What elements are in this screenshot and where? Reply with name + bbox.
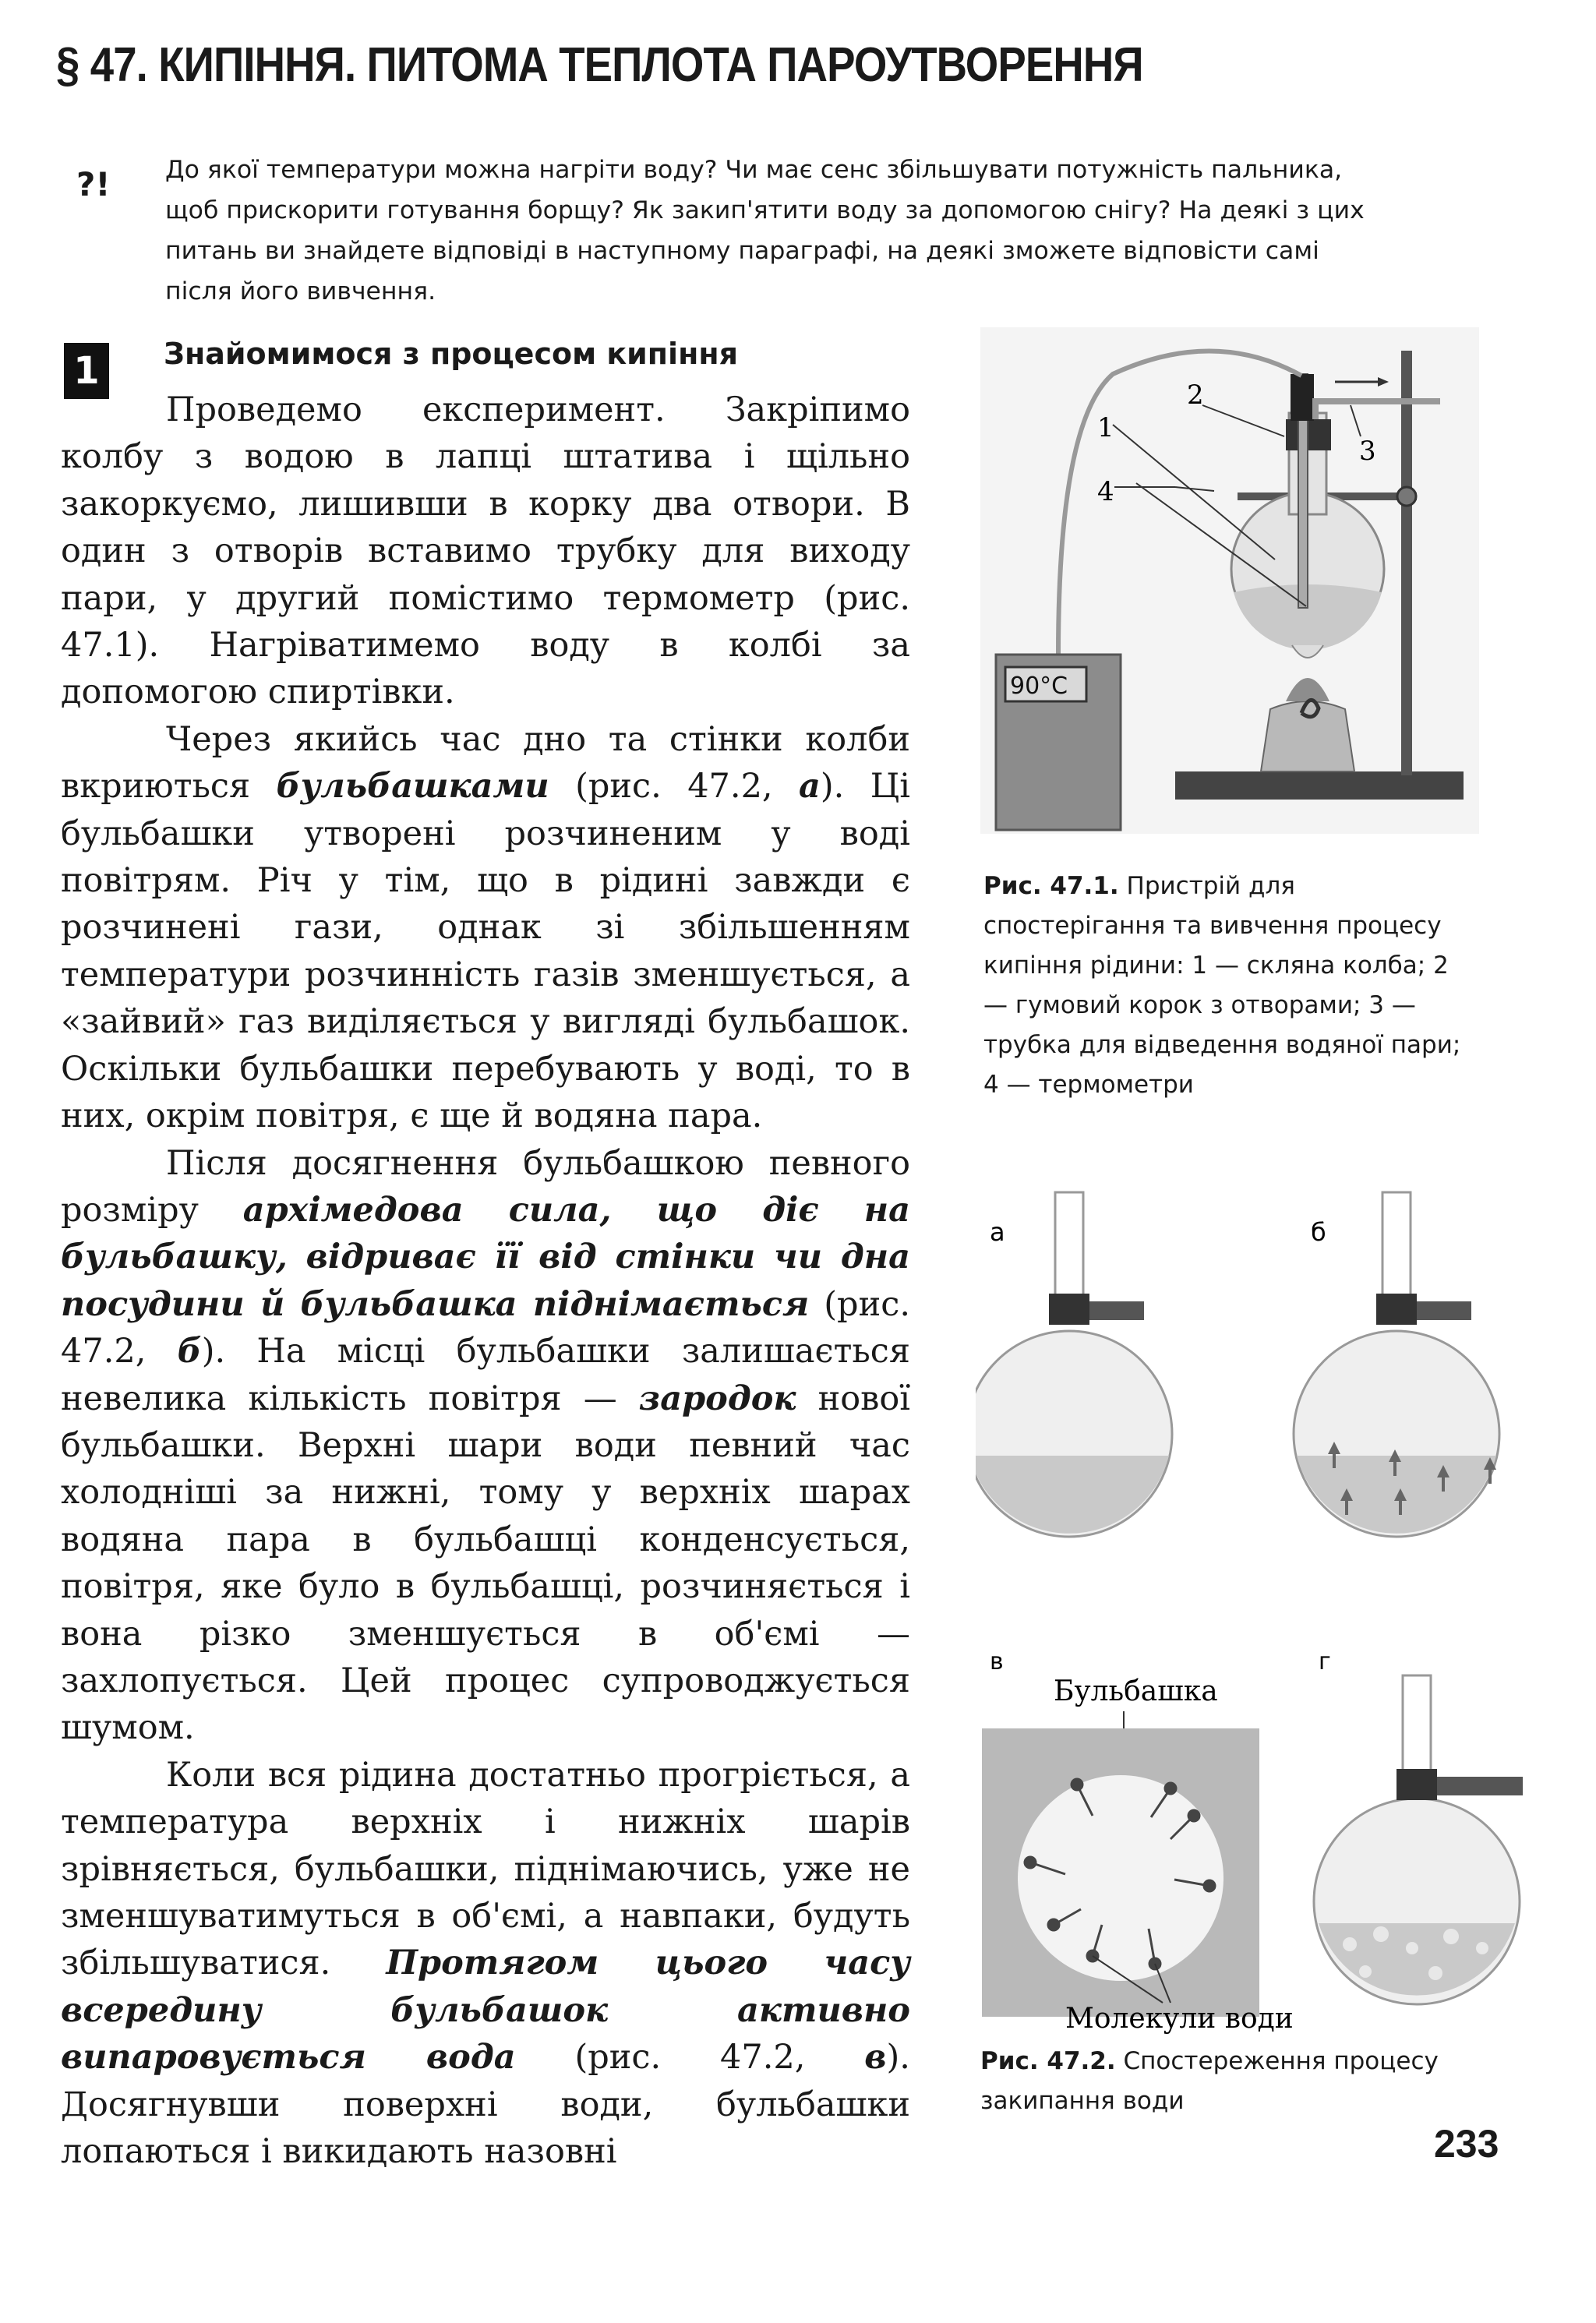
figure-47-1-caption: Рис. 47.1. Пристрій для спостерігання та вивчення процесу кипіння рідини: 1 — скляна колба; 2 — гумовий корок з отворами; 3 — трубка для відведення водяної пари; 4 — термометри <box>983 872 1461 1099</box>
figure-47-1-apparatus <box>980 327 1479 834</box>
label-2: 2 <box>1187 380 1204 411</box>
svg-text:б: б <box>1311 1217 1326 1247</box>
panel-d-flask <box>1314 1648 1523 2004</box>
main-text <box>61 387 910 2175</box>
section-title: Знайомимося з процесом кипіння <box>164 337 738 371</box>
paragraph-4: Коли вся рідина достатньо прогріється, а температура верхніх і нижніх шарів зрівняється, бульбашки, піднімаючись, уже не зменшуватимуться в об'ємі, а навпаки, будуть збільшуватися. Протягом цього часу всередину бульбашок активно випаровується вода (рис. 47.2, в). Досягнувши поверхні води, бульбашки лопаються і викидають назовні <box>61 1755 910 2172</box>
label-3: 3 <box>1359 436 1376 467</box>
svg-text:в: в <box>990 1648 1004 1675</box>
page-number: 233 <box>1434 2122 1499 2166</box>
paragraph-2: Через якийсь час дно та стінки колби вкриються бульбашками (рис. 47.2, а). Ці бульбашки утворені розчиненим у воді повітрям. Річ у тім, що в рідині завжди є розчинені гази, однак зі збільшенням температури розчинність газів зменшується, а «зайвий» газ виділяється у вигляді бульбашок. Оскільки бульбашки перебувають у воді, то в них, окрім повітря, є ще й водяна пара. <box>61 719 910 1136</box>
page-title: § 47. КИПІННЯ. ПИТОМА ТЕПЛОТА ПАРОУТВОРЕННЯ <box>56 38 1143 92</box>
paragraph-3: Після досягнення бульбашкою певного розміру архімедова сила, що діє на бульбашку, відриває її від стінки чи дна посудини й бульбашка піднімається (рис. 47.2, б). На місці бульбашки залишається невелика кількість повітря — зародок нової бульбашки. Верхні шари води певний час холодніші за нижні, тому у верхніх шарах водяна пара в бульбашці конденсується, повітря, яке було в бульбашці, розчиняється і вона різко зменшується в об'ємі — захлопується. Цей процес супроводжується шумом. <box>61 1143 911 1748</box>
thermometer-display-value: 90°C <box>1010 673 1068 700</box>
svg-text:г: г <box>1319 1648 1331 1675</box>
label-1: 1 <box>1097 412 1114 443</box>
label-4: 4 <box>1097 476 1114 507</box>
panel-a-flask <box>976 1192 1172 1537</box>
svg-text:а: а <box>990 1217 1005 1247</box>
question-mark-icon: ?! <box>76 165 111 203</box>
intro-questions: До якої температури можна нагріти воду? Чи має сенс збільшувати потужність пальника, щоб прискорити готування борщу? Як закип'ятити воду за допомогою снігу? На деякі з цих питань ви знайдете відповіді в наступному параграфі, на деякі зможете відповісти самі після його вивчення. <box>165 156 1365 305</box>
molecules-label: Молекули води <box>1065 2003 1294 2034</box>
figure-47-2-caption: Рис. 47.2. Спостереження процесу закипання води <box>980 2047 1439 2115</box>
figure-47-2-boiling-stages <box>976 1177 1552 2034</box>
section-number-badge: 1 <box>64 343 109 399</box>
paragraph-1: Проведемо експеримент. Закріпимо колбу з водою в лапці штатива і щільно закоркуємо, лишивши в корку два отвори. В один з отворів вставимо трубку для виходу пари, у другий помістимо термометр (рис. 47.1). Нагріватимемо воду в колбі за допомогою спиртівки. <box>61 390 910 712</box>
bubble-label: Бульбашка <box>1054 1675 1218 1707</box>
panel-c-bubble <box>982 1648 1294 2034</box>
panel-b-flask <box>1294 1192 1499 1537</box>
